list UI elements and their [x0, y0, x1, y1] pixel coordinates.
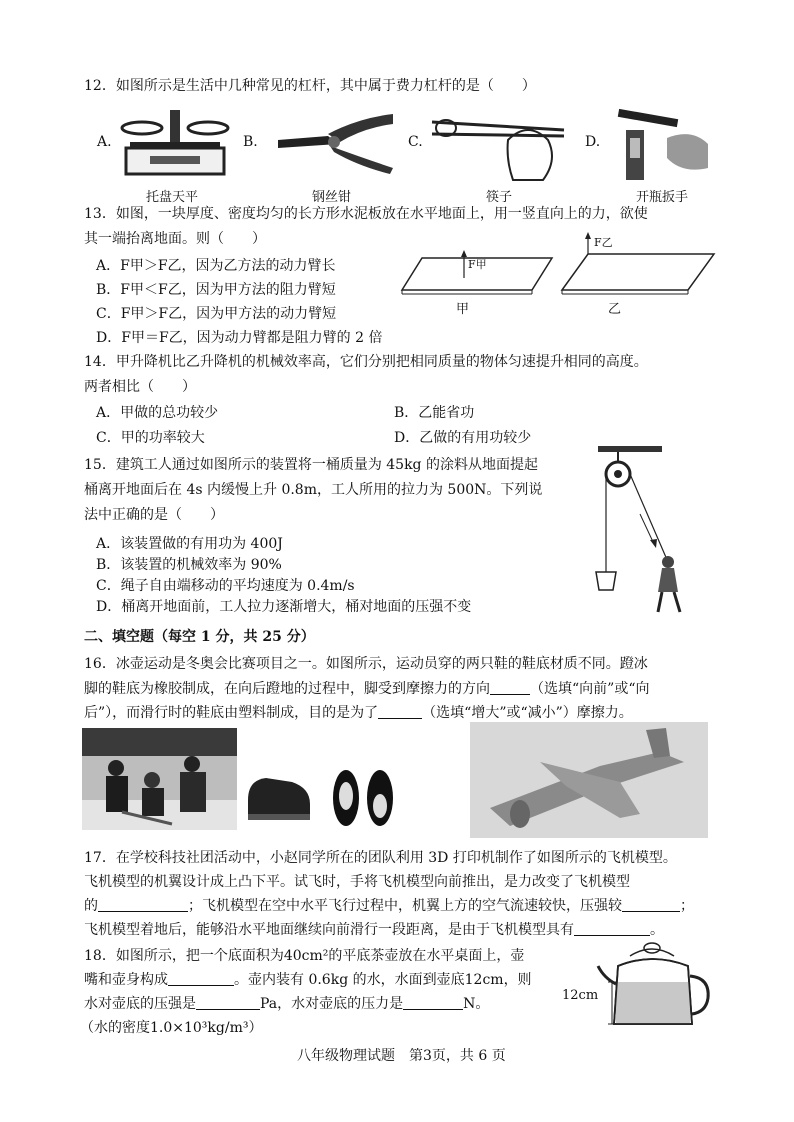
q12-option-c-letter: C.: [408, 134, 423, 150]
force-jia-label: F甲: [468, 258, 487, 271]
chopsticks-image: [428, 110, 568, 182]
q16-line2-text-a: 脚的鞋底为橡胶制成，在向后蹬地的过程中，脚受到摩擦力的方向: [84, 681, 490, 697]
q18-depth-value: 12cm: [464, 972, 504, 988]
q14-option-a: A．甲做的总功较少: [96, 405, 219, 421]
q18-line3-text-b: Pa，水对壶底的压力是: [260, 996, 404, 1012]
q13-line2: 其一端抬离地面。则（ ）: [84, 231, 266, 247]
q18-blank-2[interactable]: [196, 995, 260, 1010]
q12-caption-d: 开瓶扳手: [636, 190, 689, 205]
q18-line3-text-a: 水对壶底的压强是: [84, 996, 196, 1012]
balance-scale-image: [120, 106, 230, 184]
q12-option-a-letter: A.: [97, 134, 112, 150]
q18-line1-text-a: 18．如图所示，把一个底面积为: [84, 948, 284, 964]
section-2-heading: 二、填空题（每空 1 分，共 25 分）: [84, 629, 315, 645]
q13-option-c: C．F甲＞F乙，因为甲方法的动力臂短: [96, 306, 337, 322]
q15-option-d: D．桶离开地面前，工人拉力逐渐增大，桶对地面的压强不变: [96, 599, 472, 615]
curling-shoe-soles-image: [330, 766, 398, 830]
q18-line1-text-b: 的平底茶壶放在水平桌面上，壶: [328, 948, 525, 964]
q14-line2: 两者相比（ ）: [84, 379, 196, 395]
q15-option-b: B．该装置的机械效率为 90%: [96, 557, 282, 573]
q18-line4: （水的密度1.0×10³kg/m³）: [80, 1020, 263, 1036]
q13-option-a: A．F甲＞F乙，因为乙方法的动力臂长: [96, 258, 336, 274]
q17-blank-2[interactable]: [622, 897, 680, 912]
q15-line2: 桶离开地面后在 4s 内缓慢上升 0.8m，工人所用的拉力为 500N。下列说: [84, 482, 543, 498]
teapot-diagram: [596, 938, 718, 1030]
q17-line2: 飞机模型的机翼设计成上凸下平。试飞时，手将飞机模型向前推出，是力改变了飞机模型: [84, 874, 630, 890]
teapot-depth-label: 12cm: [562, 988, 599, 1003]
q17-line4-text-b: 。: [650, 922, 664, 938]
q18-line2-text-b: 。壶内装有 0.6kg 的水，水面到壶底: [234, 972, 465, 988]
q17-line4: [84, 920, 664, 940]
q16-line2: [84, 679, 649, 699]
q16-blank-2[interactable]: [378, 704, 422, 719]
q15-option-a: A．该装置做的有用功为 400J: [96, 536, 283, 552]
q16-line1: 16．冰壶运动是冬奥会比赛项目之一。如图所示，运动员穿的两只鞋的鞋底材质不同。蹬冰: [84, 656, 648, 672]
q17-line3-text-b: ；飞机模型在空中水平飞行过程中，机翼上方的空气流速较快，压强较: [188, 898, 622, 914]
q18-line3: [84, 994, 489, 1014]
q17-blank-3[interactable]: [574, 921, 650, 936]
label-yi: 乙: [608, 302, 622, 317]
q17-line4-text-a: 飞机模型着地后，能够沿水平地面继续向前滑行一段距离，是由于飞机模型具有: [84, 922, 574, 938]
q17-line1: 17．在学校科技社团活动中，小赵同学所在的团队利用 3D 打印机制作了如图所示的飞机模型。: [84, 850, 677, 866]
q18-line1: [84, 946, 524, 966]
label-jia: 甲: [456, 302, 470, 317]
q12-caption-c: 筷子: [486, 190, 513, 205]
q18-line2: [84, 970, 532, 990]
q18-line2-text-c: ，则: [503, 972, 532, 988]
page-footer: 八年级物理试题 第3页，共 6 页: [297, 1048, 506, 1064]
q13-option-b: B．F甲＜F乙，因为甲方法的阻力臂短: [96, 282, 336, 298]
q17-line3-text-a: 的: [84, 898, 98, 914]
q18-line3-text-c: N。: [463, 996, 490, 1012]
q13-line1: 13．如图，一块厚度、密度均匀的长方形水泥板放在水平地面上，用一竖直向上的力，欲使: [84, 206, 648, 222]
q12-caption-a: 托盘天平: [146, 190, 199, 205]
q18-line2-text-a: 嘴和壶身构成: [84, 972, 168, 988]
q17-line3-text-c: ；: [680, 898, 694, 914]
q12-caption-b: 钢丝钳: [312, 190, 352, 205]
q17-blank-1[interactable]: [98, 897, 188, 912]
q16-line3: [84, 703, 633, 723]
q18-blank-1[interactable]: [168, 971, 234, 986]
q14-option-c: C．甲的功率较大: [96, 430, 205, 446]
force-yi-label: F乙: [594, 236, 613, 249]
q14-option-b: B．乙能省功: [394, 405, 475, 421]
q15-line1: 15．建筑工人通过如图所示的装置将一桶质量为 45kg 的涂料从地面提起: [84, 457, 538, 473]
q12-option-b-letter: B.: [243, 134, 258, 150]
q18-area-value: 40cm²: [283, 948, 329, 964]
q13-option-d: D．F甲＝F乙，因为动力臂都是阻力臂的 2 倍: [96, 330, 383, 346]
q16-line3-text-b: （选填“增大”或“减小”）摩擦力。: [422, 705, 633, 721]
q15-line3: 法中正确的是（ ）: [84, 507, 224, 523]
q16-line2-text-b: （选填“向前”或“向: [530, 681, 650, 697]
cement-slab-diagram: [398, 232, 718, 302]
q12-option-d-letter: D.: [585, 134, 601, 150]
q14-option-d: D．乙做的有用功较少: [394, 430, 532, 446]
curling-players-photo: [82, 728, 237, 830]
q16-blank-1[interactable]: [490, 680, 530, 695]
q15-option-c: C．绳子自由端移动的平均速度为 0.4m/s: [96, 578, 355, 594]
q12-stem: 12．如图所示是生活中几种常见的杠杆，其中属于费力杠杆的是（ ）: [84, 78, 536, 94]
pulley-worker-diagram: [588, 444, 698, 616]
airplane-model-photo: [470, 722, 708, 838]
q17-line3: [84, 896, 694, 916]
curling-shoe-side-image: [244, 760, 314, 832]
q14-line1: 14．甲升降机比乙升降机的机械效率高，它们分别把相同质量的物体匀速提升相同的高度。: [84, 354, 648, 370]
pliers-image: [268, 110, 398, 174]
q18-blank-3[interactable]: [403, 995, 463, 1010]
q16-line3-text-a: 后”），而滑行时的鞋底由塑料制成，目的是为了: [84, 705, 379, 721]
bottle-opener-image: [612, 108, 712, 184]
